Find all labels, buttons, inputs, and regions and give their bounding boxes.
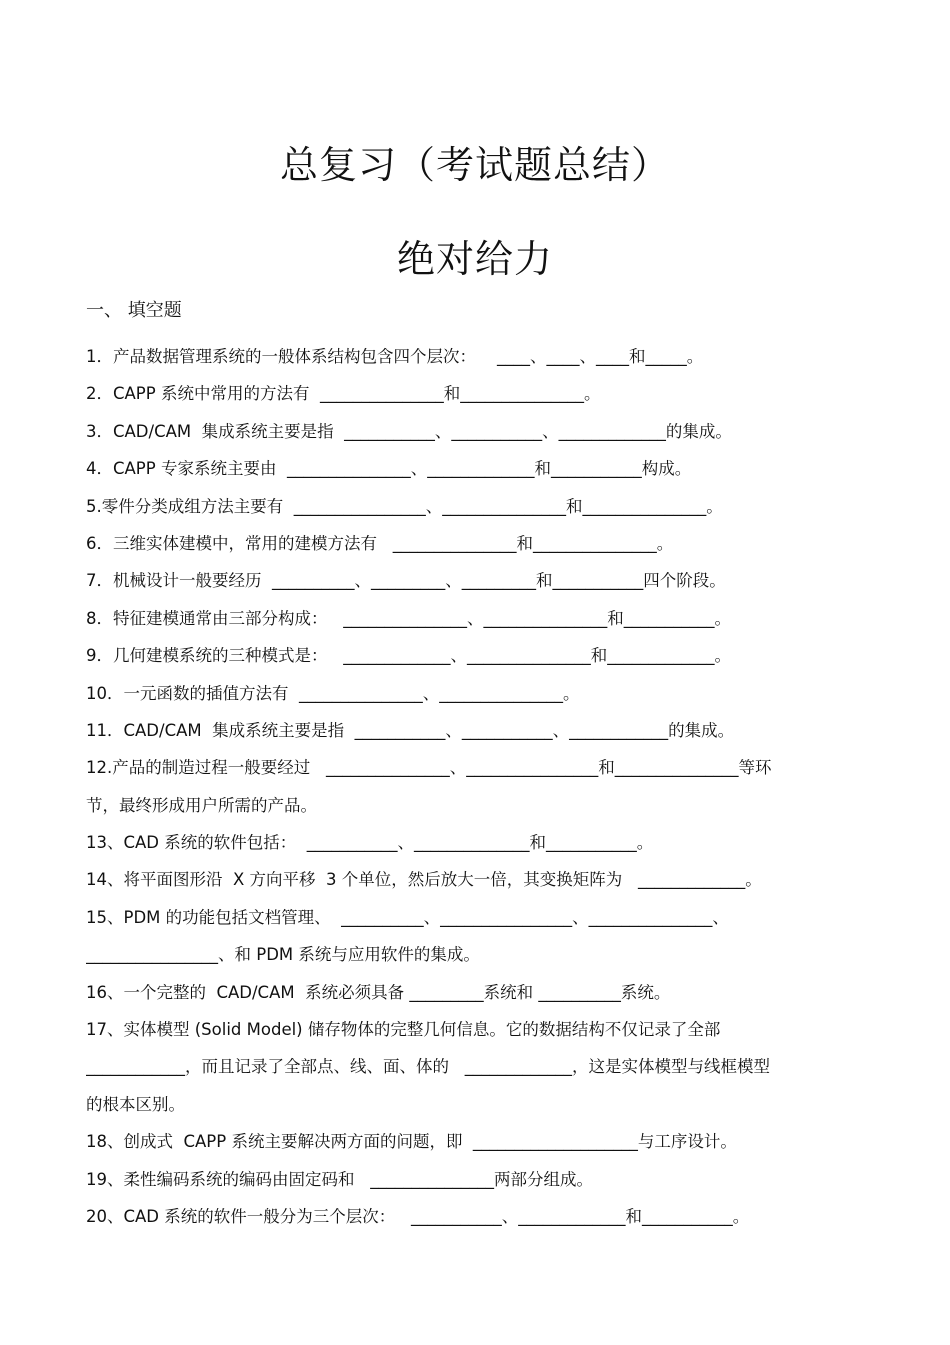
- question-line: 18、创成式 CAPP 系统主要解决两方面的问题，即 ____________________与工序设计。: [86, 1132, 737, 1152]
- question-line: 10．一元函数的插值方法有 _______________、_______________。: [86, 683, 580, 703]
- question-line: 4．CAPP 专家系统主要由 _______________、_____________和___________构成。: [86, 459, 692, 479]
- question-line: 8．特征建模通常由三部分构成： _______________、_______________和___________。: [86, 608, 731, 628]
- question-line: 12.产品的制造过程一般要经过 _______________、________________和_______________等环: [86, 758, 772, 778]
- question-line: 3．CAD/CAM 集成系统主要是指 ___________、___________、_____________的集成。: [86, 421, 732, 441]
- question-line: 6．三维实体建模中，常用的建模方法有 _______________和_______________。: [86, 533, 674, 553]
- question-line: 14、将平面图形沿 X 方向平移 3 个单位，然后放大一倍，其变换矩阵为 _____________。: [86, 870, 762, 890]
- question-line: 13、CAD 系统的软件包括： ___________、______________和___________。: [86, 833, 654, 853]
- page-subtitle: 绝对给力: [396, 237, 553, 281]
- question-line: 节，最终形成用户所需的产品。: [86, 795, 317, 815]
- page-title: 总复习（考试题总结）: [279, 143, 670, 187]
- section-heading: 一、 填空题: [86, 300, 182, 321]
- question-line: ________________、和 PDM 系统与应用软件的集成。: [86, 945, 480, 965]
- question-line: 2．CAPP 系统中常用的方法有 _______________和_______________。: [86, 384, 601, 404]
- question-line: 9．几何建模系统的三种模式是： _____________、_______________和_____________。: [86, 646, 731, 666]
- question-line: 1．产品数据管理系统的一般体系结构包含四个层次： ____、____、____和_____。: [86, 347, 704, 366]
- question-line: 17、实体模型 (Solid Model) 储存物体的完整几何信息。它的数据结构不仅记录了全部: [86, 1020, 721, 1040]
- question-line: ____________，而且记录了全部点、线、面、体的 _____________，这是实体模型与线框模型: [86, 1057, 770, 1077]
- question-line: 16、一个完整的 CAD/CAM 系统必须具备 _________系统和 __________系统。: [86, 982, 671, 1002]
- question-list: [86, 338, 866, 1235]
- question-line: 11．CAD/CAM 集成系统主要是指 ___________、___________、____________的集成。: [86, 720, 735, 740]
- question-line: 19、柔性编码系统的编码由固定码和 _______________两部分组成。: [86, 1169, 593, 1189]
- question-line: 的根本区别。: [86, 1094, 185, 1114]
- question-line: 20、CAD 系统的软件一般分为三个层次： ___________、_____________和___________。: [86, 1206, 750, 1226]
- question-line: 5.零件分类成组方法主要有 ________________、_______________和_______________。: [86, 496, 723, 516]
- question-line: 7．机械设计一般要经历 __________、_________、_________和___________四个阶段。: [86, 571, 726, 591]
- question-line: 15、PDM 的功能包括文档管理、 __________、________________、_______________、: [86, 907, 729, 927]
